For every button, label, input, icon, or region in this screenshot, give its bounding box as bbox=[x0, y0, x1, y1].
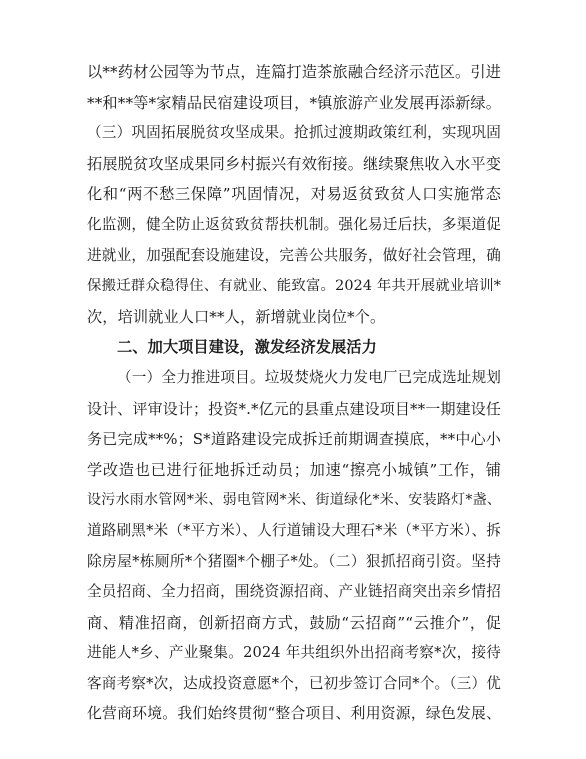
text-line: 化和“两不愁三保障”巩固情况，对易返贫致贫人口实施常态 bbox=[87, 185, 501, 204]
text-line: 务已完成**%；S*道路建设完成拆迁前期调查摸底，**中心小 bbox=[87, 430, 501, 449]
text-line: 全员招商、全力招商，围绕资源招商、产业链招商突出亲乡情招 bbox=[87, 583, 501, 601]
text-line: 保搬迁群众稳得住、有就业、能致富。2024 年共开展就业培训* bbox=[87, 278, 501, 295]
text-line: 除房屋*栋厕所*个猪圈*个棚子*处。（二）狠抓招商引资。坚持 bbox=[87, 552, 501, 570]
text-line: 进能人*乡、产业聚集。2024 年共组织外出招商考察*次，接待 bbox=[87, 644, 501, 662]
text-line: 设污水雨水管网*米、弱电管网*米、街道绿化*米、安装路灯*盏、 bbox=[87, 492, 501, 509]
paragraph-project-construction bbox=[87, 363, 501, 730]
section-heading: 二、加大项目建设，激发经济发展活力 bbox=[117, 338, 377, 357]
text-line: 道路刷黑*米（*平方米）、人行道铺设大理石*米（*平方米）、拆 bbox=[87, 521, 501, 539]
text-line: 拓展脱贫攻坚成果同乡村振兴有效衔接。继续聚焦收入水平变 bbox=[87, 154, 501, 173]
text-line: （一）全力推进项目。垃圾焚烧火力发电厂已完成选址规划 bbox=[117, 368, 501, 386]
text-line: 进就业，加强配套设施建设，完善公共服务，做好社会管理，确 bbox=[87, 246, 501, 264]
body-text bbox=[87, 57, 501, 730]
text-line: 化监测，健全防止返贫致贫帮扶机制。强化易迁后扶，多渠道促 bbox=[87, 215, 501, 233]
text-line: （三）巩固拓展脱贫攻坚成果。抢抓过渡期政策红利，实现巩固 bbox=[87, 124, 501, 142]
text-line: 次，培训就业人口**人，新增就业岗位*个。 bbox=[87, 307, 386, 326]
text-line: **和**等*家精品民宿建设项目，*镇旅游产业发展再添新绿。 bbox=[87, 93, 501, 112]
text-line: 设计、评审设计；投资*.*亿元的县重点建设项目**一期建设任 bbox=[87, 399, 501, 418]
text-line: 学改造也已进行征地拆迁动员；加速“擦亮小城镇”工作，铺 bbox=[87, 460, 501, 479]
text-line: 商、精准招商，创新招商方式，鼓励“云招商”“云推介”，促 bbox=[87, 613, 501, 632]
paragraph-poverty-alleviation bbox=[87, 57, 501, 332]
text-line: 化营商环境。我们始终贯彻“整合项目、利用资源，绿色发展、 bbox=[87, 705, 501, 723]
text-line: 以**药材公园等为节点，连篇打造茶旅融合经济示范区。引进 bbox=[87, 63, 501, 81]
text-line: 客商考察*次，达成投资意愿*个，已初步签订合同*个。（三）优 bbox=[87, 674, 501, 692]
